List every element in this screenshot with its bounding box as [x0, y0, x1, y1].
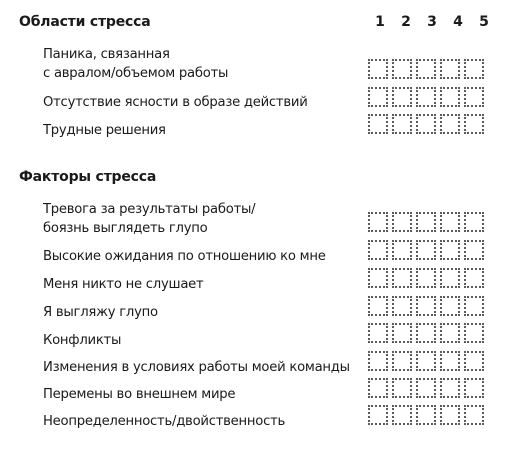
rating-row [368, 378, 484, 402]
scale-label-3: 3 [427, 14, 437, 30]
rating-box-1[interactable] [368, 405, 388, 425]
rating-box-5[interactable] [464, 87, 484, 107]
factors-title: Факторы стресса [19, 169, 157, 185]
rating-box-2[interactable] [392, 351, 412, 371]
rating-box-2[interactable] [392, 268, 412, 288]
rating-box-3[interactable] [416, 268, 436, 288]
rating-box-1[interactable] [368, 268, 388, 288]
rating-box-4[interactable] [440, 405, 460, 425]
area-item-label [43, 121, 166, 140]
rating-row [368, 405, 484, 429]
rating-box-5[interactable] [464, 378, 484, 398]
scale-label-5: 5 [479, 14, 489, 30]
factor-item-label [43, 200, 255, 238]
rating-box-1[interactable] [368, 323, 388, 343]
item-line: Паника, связанная [43, 47, 170, 62]
rating-box-2[interactable] [392, 240, 412, 260]
rating-box-4[interactable] [440, 268, 460, 288]
area-item-label [43, 45, 228, 83]
item-line: Конфликты [43, 333, 122, 348]
scale-label-4: 4 [453, 14, 463, 30]
rating-box-2[interactable] [392, 59, 412, 79]
rating-row [368, 114, 484, 138]
rating-box-1[interactable] [368, 351, 388, 371]
rating-box-4[interactable] [440, 212, 460, 232]
factor-item-label [43, 303, 158, 322]
rating-box-4[interactable] [440, 240, 460, 260]
rating-box-5[interactable] [464, 240, 484, 260]
rating-box-3[interactable] [416, 323, 436, 343]
item-line: Изменения в условиях работы моей команды [43, 360, 350, 375]
factor-item-label [43, 247, 326, 266]
item-line: Перемены во внешнем мире [43, 387, 236, 402]
rating-box-2[interactable] [392, 114, 412, 134]
item-line: Меня никто не слушает [43, 277, 204, 292]
item-line: боязнь выглядеть глупо [43, 221, 208, 236]
rating-box-3[interactable] [416, 405, 436, 425]
scale-label-1: 1 [375, 14, 385, 30]
rating-box-1[interactable] [368, 87, 388, 107]
factor-item-label [43, 358, 350, 377]
rating-box-2[interactable] [392, 405, 412, 425]
item-line: Трудные решения [43, 123, 166, 138]
factor-item-label [43, 275, 203, 294]
rating-box-5[interactable] [464, 59, 484, 79]
rating-box-3[interactable] [416, 240, 436, 260]
rating-box-2[interactable] [392, 296, 412, 316]
rating-box-2[interactable] [392, 378, 412, 398]
rating-box-3[interactable] [416, 59, 436, 79]
item-line: Тревога за результаты работы/ [43, 202, 256, 217]
rating-box-4[interactable] [440, 296, 460, 316]
factor-item-label [43, 412, 285, 431]
rating-box-1[interactable] [368, 59, 388, 79]
rating-box-4[interactable] [440, 59, 460, 79]
item-line: Я выгляжу глупо [43, 305, 158, 320]
rating-box-2[interactable] [392, 323, 412, 343]
rating-box-5[interactable] [464, 114, 484, 134]
rating-row [368, 240, 484, 264]
factor-item-label [43, 385, 235, 404]
rating-box-5[interactable] [464, 212, 484, 232]
rating-box-3[interactable] [416, 378, 436, 398]
rating-row [368, 296, 484, 320]
rating-row [368, 323, 484, 347]
rating-box-3[interactable] [416, 351, 436, 371]
rating-row [368, 212, 484, 236]
rating-box-4[interactable] [440, 114, 460, 134]
rating-box-4[interactable] [440, 323, 460, 343]
rating-box-2[interactable] [392, 212, 412, 232]
rating-box-5[interactable] [464, 405, 484, 425]
rating-box-1[interactable] [368, 378, 388, 398]
item-line: Отсутствие ясности в образе действий [43, 95, 308, 110]
rating-box-4[interactable] [440, 351, 460, 371]
rating-box-3[interactable] [416, 212, 436, 232]
rating-box-5[interactable] [464, 268, 484, 288]
rating-box-3[interactable] [416, 87, 436, 107]
rating-box-1[interactable] [368, 114, 388, 134]
rating-row [368, 59, 484, 83]
scale-label-2: 2 [401, 14, 411, 30]
rating-row [368, 268, 484, 292]
item-line: Неопределенность/двойственность [43, 414, 286, 429]
factor-item-label [43, 331, 121, 350]
rating-box-4[interactable] [440, 87, 460, 107]
rating-box-1[interactable] [368, 212, 388, 232]
item-line: с авралом/объемом работы [43, 66, 229, 81]
rating-box-5[interactable] [464, 323, 484, 343]
rating-box-4[interactable] [440, 378, 460, 398]
rating-box-5[interactable] [464, 296, 484, 316]
rating-box-5[interactable] [464, 351, 484, 371]
area-item-label [43, 93, 308, 112]
rating-box-3[interactable] [416, 114, 436, 134]
rating-box-1[interactable] [368, 240, 388, 260]
rating-box-1[interactable] [368, 296, 388, 316]
areas-title: Области стресса [19, 14, 151, 30]
rating-row [368, 351, 484, 375]
rating-box-3[interactable] [416, 296, 436, 316]
rating-row [368, 87, 484, 111]
rating-box-2[interactable] [392, 87, 412, 107]
item-line: Высокие ожидания по отношению ко мне [43, 249, 326, 264]
